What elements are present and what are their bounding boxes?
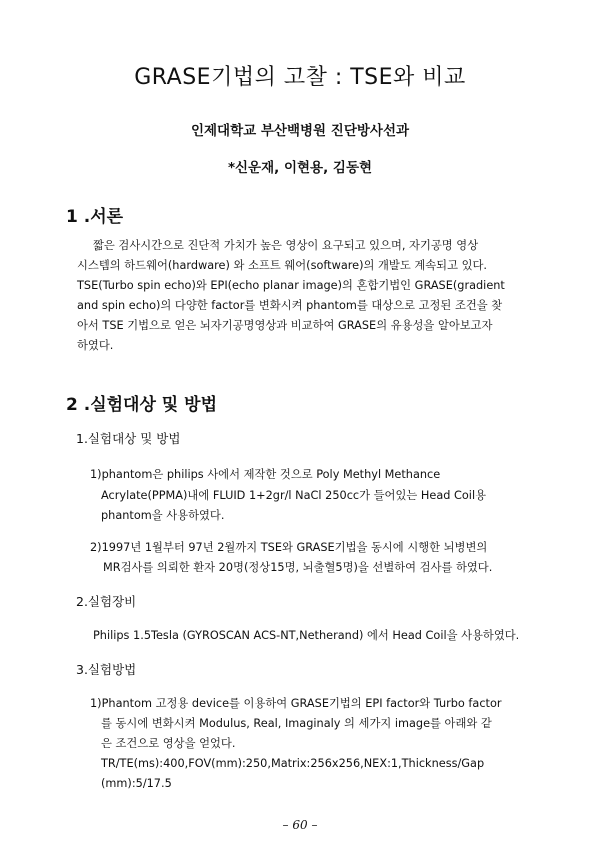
method-item-line: Acrylate(PPMA)내에 FLUID 1+2gr/l NaCl 250cc가 들어있는 Head Coil용 (101, 489, 486, 502)
authors: *신운재, 이현용, 김동현 (227, 160, 373, 176)
section-1-heading: 1 .서론 (66, 207, 124, 227)
section-1-line: and spin echo)의 다양한 factor를 변화시켜 phantom를 대상으로 고정된 조건을 찾 (77, 299, 503, 312)
equipment-line: Philips 1.5Tesla (GYROSCAN ACS-NT,Netherand) 에서 Head Coil을 사용하였다. (93, 629, 520, 642)
procedure-line: TR/TE(ms):400,FOV(mm):250,Matrix:256x256,NEX:1,Thickness/Gap (101, 757, 485, 770)
subsection-heading: 3.실험방법 (76, 662, 137, 677)
section-2-heading: 2 .실험대상 및 방법 (66, 395, 217, 415)
affiliation: 인제대학교 부산백병원 진단방사선과 (190, 123, 410, 139)
method-item-line: 2)1997년 1월부터 97년 2월까지 TSE와 GRASE기법을 동시에 시행한 뇌병변의 (90, 541, 488, 554)
section-1-line: 시스템의 하드웨어(hardware) 와 소프트 웨어(software)의 개발도 계속되고 있다. (77, 259, 487, 272)
page-number: – 60 – (282, 818, 318, 832)
subsection-heading: 2.실험장비 (76, 594, 137, 609)
section-1-line: TSE(Turbo spin echo)와 EPI(echo planar image)의 혼합기법인 GRASE(gradient (77, 279, 505, 292)
procedure-line: (mm):5/17.5 (101, 777, 172, 790)
section-1-line: 짧은 검사시간으로 진단적 가치가 높은 영상이 요구되고 있으며, 자기공명 영상 (93, 239, 479, 252)
paper-title: GRASE기법의 고찰 : TSE와 비교 (134, 65, 466, 90)
procedure-line: 은 조건으로 영상을 얻었다. (101, 737, 236, 750)
section-1-line: 아서 TSE 기법으로 얻은 뇌자기공명영상과 비교하여 GRASE의 유용성을 알아보고자 (77, 319, 493, 332)
subsection-heading: 1.실험대상 및 방법 (76, 431, 181, 446)
method-item-line: 1)phantom은 philips 사에서 제작한 것으로 Poly Methyl Methance (90, 468, 441, 481)
procedure-line: 1)Phantom 고정용 device를 이용하여 GRASE기법의 EPI factor와 Turbo factor (90, 697, 502, 710)
method-item-line: phantom을 사용하였다. (101, 509, 225, 522)
method-item-line: MR검사를 의뢰한 환자 20명(정상15명, 뇌출혈5명)을 선별하여 검사를 하였다. (103, 561, 493, 574)
procedure-line: 를 동시에 변화시켜 Modulus, Real, Imaginaly 의 세가지 image를 아래와 같 (101, 717, 492, 730)
section-1-line: 하였다. (77, 339, 114, 352)
